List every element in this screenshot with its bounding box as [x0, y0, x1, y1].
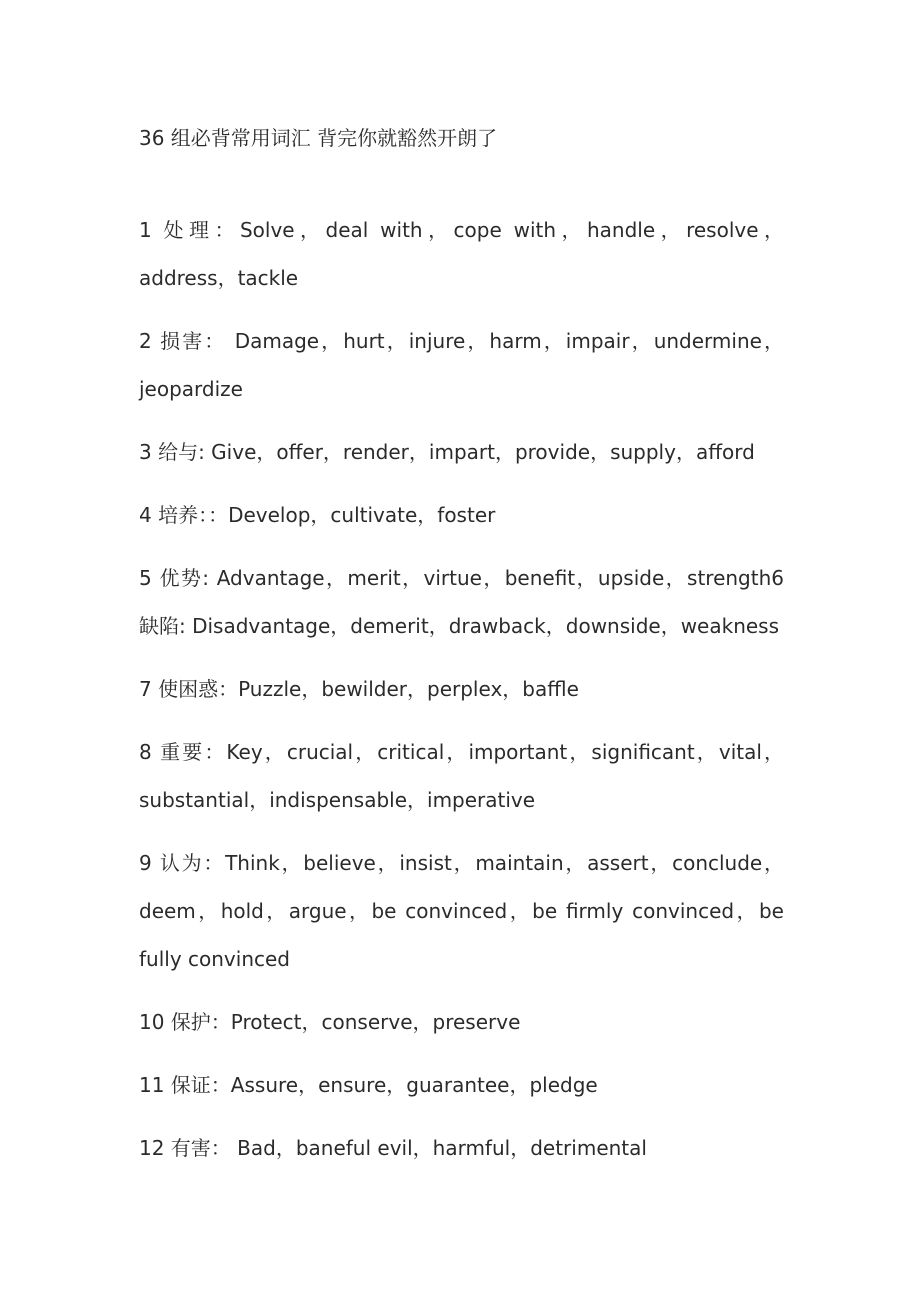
vocab-entry-12: 12 有害： Bad，baneful evil，harmful，detrimental [139, 1136, 647, 1160]
vocab-entry-8: 8 重要：Key，crucial，critical，important，significant，vital，substantial，indispensable，imperative [139, 740, 784, 812]
vocab-entry-11: 11 保证：Assure，ensure，guarantee，pledge [139, 1073, 598, 1097]
vocab-entry-5-6: 5 优势: Advantage，merit，virtue，benefit，upside，strength6 缺陷: Disadvantage，demerit，drawback，downside，weakness [139, 566, 784, 638]
vocab-entry-10: 10 保护：Protect，conserve，preserve [139, 1010, 521, 1034]
vocab-entry-9: 9 认为：Think，believe，insist，maintain，assert，conclude，deem，hold，argue，be convinced，be firmly convinced，be fully convinced [139, 851, 784, 971]
vocab-entry-1: 1 处理：Solve，deal with，cope with，handle，resolve，address，tackle [139, 218, 784, 290]
vocab-entry-4: 4 培养：：Develop，cultivate，foster [139, 503, 496, 527]
document-title: 36 组必背常用词汇 背完你就豁然开朗了 [139, 126, 498, 150]
document-page [139, 118, 784, 1187]
vocab-entry-3: 3 给与: Give，offer，render，impart，provide，supply，afford [139, 440, 755, 464]
vocab-entry-2: 2 损害： Damage，hurt，injure，harm，impair，undermine，jeopardize [139, 329, 784, 401]
vocab-entry-7: 7 使困惑：Puzzle，bewilder，perplex，baffle [139, 677, 579, 701]
